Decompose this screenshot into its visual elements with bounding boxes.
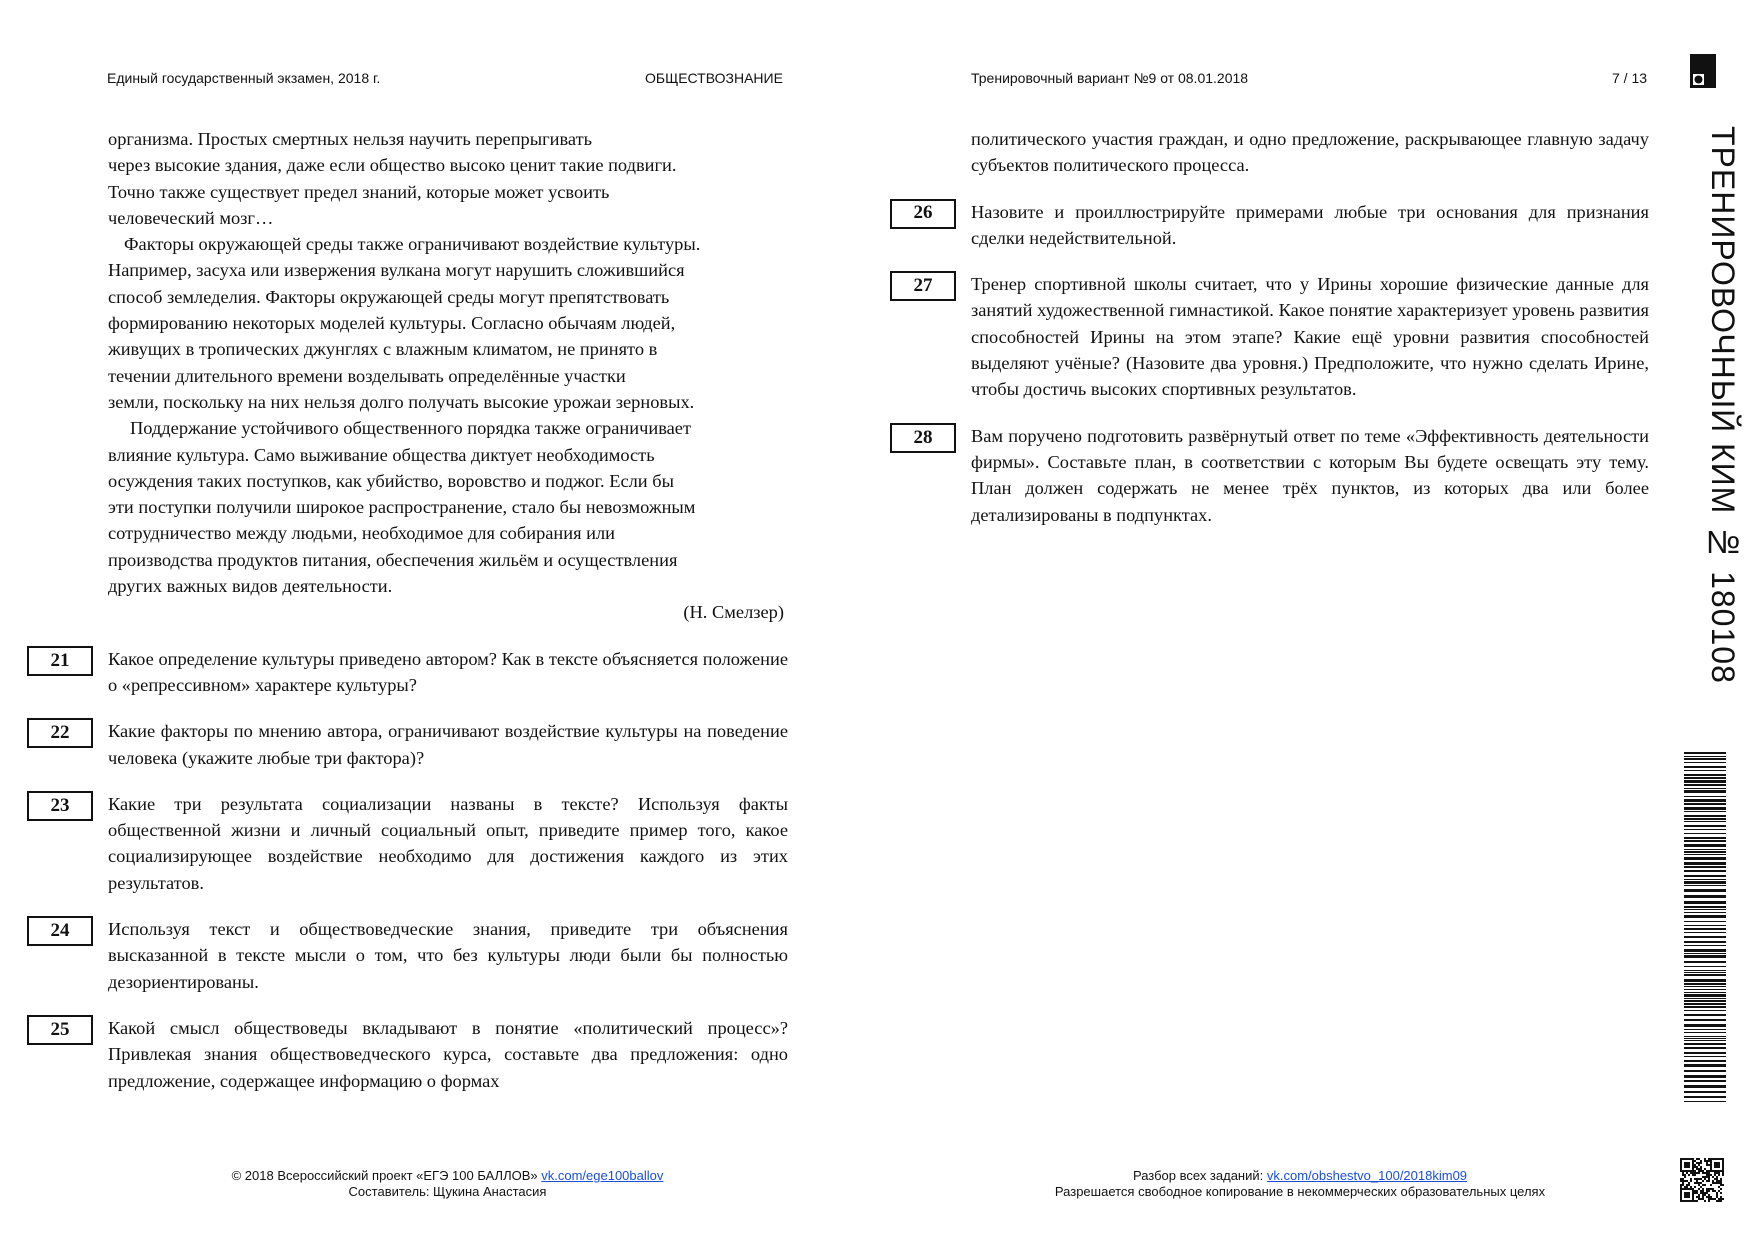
qr-code-icon [1680, 1158, 1724, 1202]
text-line: организма. Простых смертных нельзя научить перепрыгивать [108, 129, 593, 149]
task-text: Тренер спортивной школы считает, что у Ирины хорошие физические данные для занятий художественной гимнастикой. Какое понятие характеризует уровень развития способностей Ирины на этом этапе? Какие ещё уровни развития способностей выделяют учёные? (Назовите два уровня.) Предположите, что нужно сделать Ирине, чтобы достичь высоких спортивных результатов. [971, 274, 1649, 400]
text-line: формированию некоторых моделей культуры. Согласно обычаям людей, [108, 313, 676, 334]
tasks-right [913, 199, 1649, 528]
task-text: Вам поручено подготовить развёрнутый ответ по теме «Эффективность деятельности фирмы». Составьте план, в соответствии с которым Вы будете освещать эту тему. План должен содержать не менее трёх пунктов, из которых два или более детализированы в подпунктах. [971, 425, 1649, 525]
text-line: других важных видов деятельности. [108, 576, 393, 597]
task-26 [913, 199, 1649, 252]
footer-link-ege100[interactable]: vk.com/ege100ballov [541, 1168, 664, 1183]
header-subject: ОБЩЕСТВОЗНАНИЕ [645, 70, 783, 86]
task-27 [913, 271, 1649, 402]
text-line: сотрудничество между людьми, необходимое для собирания или [108, 523, 616, 544]
footer-copyright: © 2018 Всероссийский проект «ЕГЭ 100 БАЛЛОВ» [231, 1168, 542, 1183]
task-25 [50, 1015, 788, 1094]
corner-mark-icon [1690, 54, 1716, 88]
text-line: Факторы окружающей среды также ограничивают воздействие культуры. [124, 234, 701, 255]
tasks-left [50, 646, 788, 1094]
text-paragraph-1 [108, 126, 788, 231]
text-line: земли, поскольку на них нельзя долго получать высокие урожаи зерновых. [108, 391, 695, 412]
left-column [50, 126, 788, 1094]
task-24 [50, 916, 788, 995]
text-line: человеческий мозг… [108, 207, 274, 228]
header-variant: Тренировочный вариант №9 от 08.01.2018 [971, 70, 1249, 86]
task-25-continuation [971, 126, 1649, 179]
task-text: Какие факторы по мнению автора, ограничивают воздействие культуры на поведение человека (укажите любые три фактора)? [108, 721, 788, 768]
text-line: осуждения таких поступков, как убийство, воровство и поджог. Если бы [108, 470, 674, 491]
task-number-box: 26 [890, 199, 956, 229]
header-exam: Единый государственный экзамен, 2018 г. [107, 70, 381, 86]
footer-author: Составитель: Щукина Анастасия [348, 1184, 547, 1199]
text-line: Точно также существует предел знаний, которые может усвоить [108, 181, 610, 202]
task-number-box: 22 [27, 718, 93, 748]
text-line: живущих в тропических джунглях с влажным климатом, не принято в [108, 339, 658, 360]
header-page-number: 7 / 13 [1612, 70, 1648, 86]
text-line: производства продуктов питания, обеспечения жильём и осуществления [108, 549, 678, 570]
task-number-box: 24 [27, 916, 93, 946]
text-line: течении длительного времени возделывать определённые участки [108, 365, 626, 386]
task-21 [50, 646, 788, 699]
task-text: Какой смысл обществоведы вкладывают в понятие «политический процесс»? Привлекая знания обществоведческого курса, составьте два предложения: одно предложение, содержащее информацию о формах [108, 1017, 788, 1091]
side-title: ТРЕНИРОВОЧНЫЙ КИМ № 180108 [1705, 126, 1741, 684]
task-number-box: 25 [27, 1015, 93, 1045]
right-column [913, 126, 1649, 528]
task-number-box: 23 [27, 791, 93, 821]
task-28 [913, 423, 1649, 528]
text-paragraph-3 [108, 415, 788, 599]
task-text: Назовите и проиллюстрируйте примерами любые три основания для признания сделки недействительной. [971, 201, 1649, 248]
task-number-box: 21 [27, 646, 93, 676]
task-text: Какое определение культуры приведено автором? Как в тексте объясняется положение о «репрессивном» характере культуры? [108, 648, 788, 695]
footer-right [1020, 1168, 1580, 1200]
footer-link-analysis[interactable]: vk.com/obshestvo_100/2018kim09 [1266, 1168, 1468, 1183]
task-number-box: 27 [890, 271, 956, 301]
task-number-box: 28 [890, 423, 956, 453]
task-text: Используя текст и обществоведческие знания, приведите три объяснения высказанной в тексте мысли о том, что без культуры люди были бы полностью дезориентированы. [108, 919, 788, 992]
footer-copy-notice: Разрешается свободное копирование в некоммерческих образовательных целях [1054, 1184, 1546, 1199]
text-author: (Н. Смелзер) [683, 602, 784, 623]
task-25-continuation-text: политического участия граждан, и одно предложение, раскрывающее главную задачу субъектов политического процесса. [971, 129, 1649, 176]
task-22 [50, 718, 788, 771]
source-text [108, 126, 788, 599]
task-text: Какие три результата социализации названы в тексте? Используя факты общественной жизни и личный социальный опыт, приведите пример того, какое социализирующее воздействие необходимо для достижения каждого из этих результатов. [108, 793, 788, 893]
text-paragraph-2 [108, 231, 788, 415]
text-line: Поддержание устойчивого общественного порядка также ограничивает [130, 418, 691, 439]
task-23 [50, 791, 788, 896]
footer-analysis-label: Разбор всех заданий: [1132, 1168, 1267, 1183]
footer-left [205, 1168, 690, 1200]
text-line: способ земледелия. Факторы окружающей среды могут препятствовать [108, 286, 670, 307]
barcode-icon [1684, 752, 1726, 1102]
text-line: эти поступки получили широкое распространение, стало бы невозможным [108, 497, 696, 518]
text-line: влияние культура. Само выживание общества диктует необходимость [108, 444, 655, 465]
text-line: Например, засуха или извержения вулкана могут нарушить сложившийся [108, 260, 685, 281]
text-line: через высокие здания, даже если общество высоко ценит такие подвиги. [108, 155, 677, 176]
